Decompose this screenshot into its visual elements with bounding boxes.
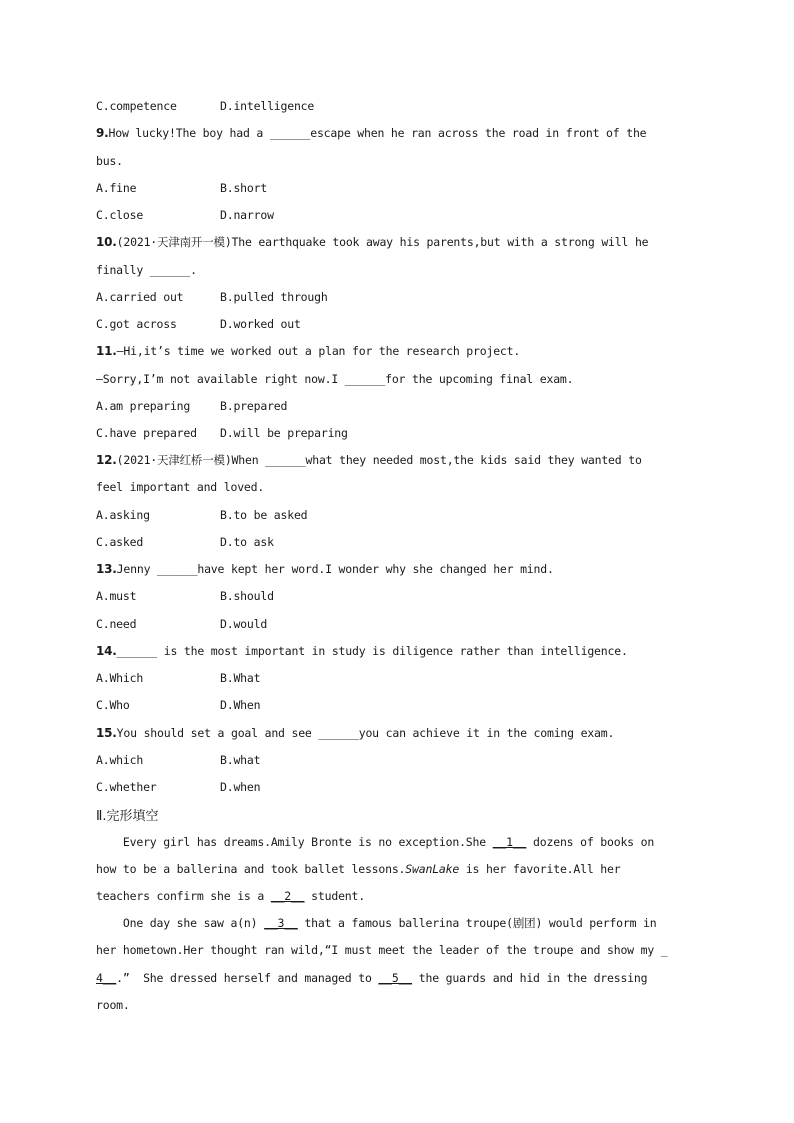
q10-stem-cont: finally ______. xyxy=(96,263,197,277)
q11-option-b: B.prepared xyxy=(220,399,288,413)
q15-text: You should set a goal and see ______you can achieve it in the coming exam. xyxy=(116,726,615,740)
q10-option-a: A.carried out xyxy=(96,290,184,304)
blank-3: __3__ xyxy=(264,916,298,930)
passage-text: student. xyxy=(304,889,365,903)
q12-number: 12. xyxy=(96,453,117,467)
q14-option-d: D.When xyxy=(220,698,261,712)
passage-line xyxy=(96,888,365,904)
q10-option-b: B.pulled through xyxy=(220,290,328,304)
passage-line: room. xyxy=(96,998,130,1012)
q11-number: 11. xyxy=(96,344,117,358)
q11-stem xyxy=(96,343,520,359)
q9-number: 9. xyxy=(96,126,109,140)
passage-text: teachers confirm she is a xyxy=(96,889,271,903)
q10-option-c: C.got across xyxy=(96,317,177,331)
q12-option-b: B.to be asked xyxy=(220,508,308,522)
q10-number: 10. xyxy=(96,235,117,249)
q13-text: Jenny ______have kept her word.I wonder why she changed her mind. xyxy=(116,562,554,576)
passage-text: that a famous ballerina troupe(剧团) would perform in xyxy=(297,916,657,930)
q15-option-d: D.when xyxy=(220,780,261,794)
q9-option-b: B.short xyxy=(220,181,268,195)
q12-stem-cont: feel important and loved. xyxy=(96,480,265,494)
q14-number: 14. xyxy=(96,644,117,658)
q13-option-a: A.must xyxy=(96,589,137,603)
q15-option-a: A.which xyxy=(96,753,144,767)
q12-stem xyxy=(96,452,642,468)
q11-text: —Hi,it’s time we worked out a plan for the research project. xyxy=(116,344,521,358)
q15-option-b: B.what xyxy=(220,753,261,767)
passage-text: how to be a ballerina and took ballet lessons. xyxy=(96,862,406,876)
q15-option-c: C.whether xyxy=(96,780,157,794)
q9-option-d: D.narrow xyxy=(220,208,274,222)
passage-text: dozens of books on xyxy=(526,835,655,849)
q8-option-d: D.intelligence xyxy=(220,99,315,113)
blank-1: __1__ xyxy=(492,835,527,849)
q9-stem xyxy=(96,125,646,141)
passage-text: is her favorite.All her xyxy=(459,862,621,876)
q12-option-c: C.asked xyxy=(96,535,144,549)
q14-option-a: A.Which xyxy=(96,671,144,685)
passage-text: Every girl has dreams.Amily Bronte is no exception.She xyxy=(96,835,493,849)
passage-line: her hometown.Her thought ran wild,“I must meet the leader of the troupe and show my _ xyxy=(96,943,668,957)
q13-option-d: D.would xyxy=(220,617,268,631)
q11-option-c: C.have prepared xyxy=(96,426,197,440)
q9-stem-cont: bus. xyxy=(96,154,123,168)
q10-text: (2021·天津南开一模)The earthquake took away his parents,but with a strong will he xyxy=(116,235,649,249)
q11-stem-cont: —Sorry,I’m not available right now.I ______for the upcoming final exam. xyxy=(96,372,574,386)
q13-option-b: B.should xyxy=(220,589,274,603)
q10-option-d: D.worked out xyxy=(220,317,301,331)
blank-2: __2__ xyxy=(270,889,305,903)
q13-number: 13. xyxy=(96,562,117,576)
q10-stem xyxy=(96,234,648,250)
q12-option-d: D.to ask xyxy=(220,535,274,549)
q8-option-c: C.competence xyxy=(96,99,177,113)
q9-option-a: A.fine xyxy=(96,181,137,195)
blank-5: __5__ xyxy=(378,971,413,985)
q9-text: How lucky!The boy had a ______escape when he ran across the road in front of the xyxy=(108,126,647,140)
q11-option-d: D.will be preparing xyxy=(220,426,348,440)
q15-stem xyxy=(96,725,614,741)
q12-text: (2021·天津红桥一模)When ______what they needed most,the kids said they wanted to xyxy=(116,453,642,467)
q11-option-a: A.am preparing xyxy=(96,399,191,413)
passage-text: .” She dressed herself and managed to xyxy=(116,971,379,985)
q14-option-b: B.What xyxy=(220,671,261,685)
passage-line xyxy=(96,915,657,931)
q14-stem xyxy=(96,643,628,659)
passage-line xyxy=(96,834,654,850)
passage-text: One day she saw a(n) xyxy=(96,916,265,930)
q9-option-c: C.close xyxy=(96,208,144,222)
passage-line xyxy=(96,861,620,877)
swan-lake-title: SwanLake xyxy=(405,862,460,876)
passage-line xyxy=(96,970,647,986)
q14-option-c: C.Who xyxy=(96,698,130,712)
passage-text: the guards and hid in the dressing xyxy=(412,971,648,985)
section-title: Ⅱ.完形填空 xyxy=(96,809,159,824)
q15-number: 15. xyxy=(96,726,117,740)
q13-option-c: C.need xyxy=(96,617,137,631)
blank-4: 4__ xyxy=(96,971,117,985)
q12-option-a: A.asking xyxy=(96,508,150,522)
q14-text: ______ is the most important in study is diligence rather than intelligence. xyxy=(116,644,628,658)
q13-stem xyxy=(96,561,554,577)
